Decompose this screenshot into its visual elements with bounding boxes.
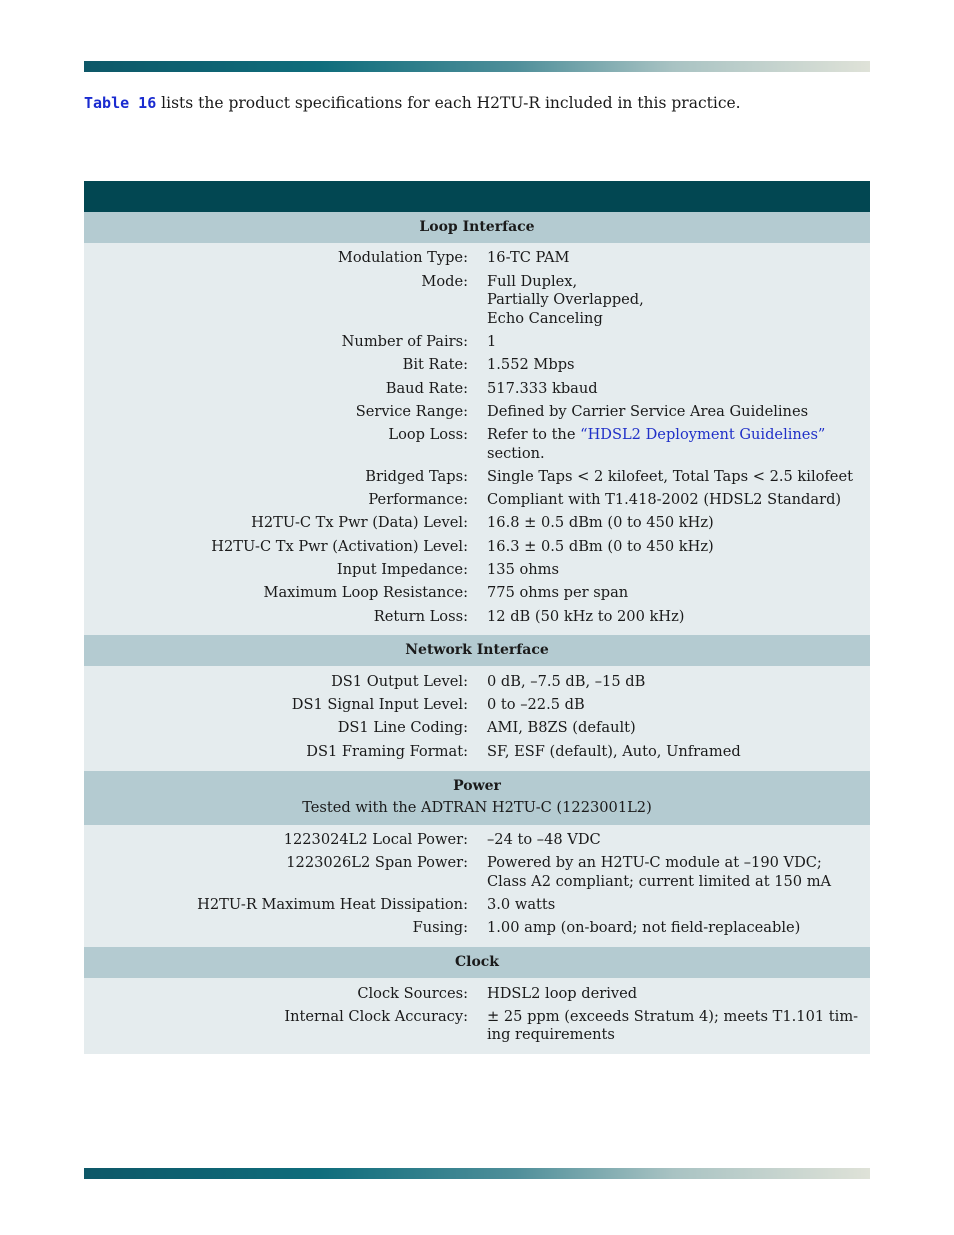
spec-label: DS1 Signal Input Level: [291, 696, 468, 714]
spec-label: H2TU-C Tx Pwr (Data) Level: [251, 514, 468, 532]
intro-paragraph [84, 92, 870, 114]
loop-loss-suffix: section. [487, 444, 545, 462]
spec-value: 1.552 Mbps [487, 356, 575, 374]
spec-label: Modulation Type: [337, 249, 468, 267]
spec-value: 12 dB (50 kHz to 200 kHz) [487, 607, 685, 625]
intro-text: lists the product specifications for each H2TU-R included in this practice. [156, 94, 741, 112]
spec-row [84, 512, 870, 535]
section-body-network-interface [84, 666, 870, 770]
spec-row [84, 535, 870, 558]
section-body-power [84, 825, 870, 948]
spec-row [84, 829, 870, 852]
spec-row [84, 605, 870, 628]
spec-label: Bridged Taps: [365, 467, 468, 485]
spec-value: 16.8 ± 0.5 dBm (0 to 450 kHz) [487, 514, 714, 532]
spec-value: 16.3 ± 0.5 dBm (0 to 450 kHz) [487, 537, 714, 555]
spec-value: HDSL2 loop derived [487, 984, 638, 1002]
section-header-clock [84, 947, 870, 978]
spec-row [84, 670, 870, 693]
spec-value: –24 to –48 VDC [487, 830, 601, 848]
spec-label: Input Impedance: [336, 560, 468, 578]
spec-label: Mode: [421, 272, 468, 290]
section-body-loop-interface [84, 243, 870, 635]
spec-value: 1 [487, 332, 497, 350]
spec-value: ± 25 ppm (exceeds Stratum 4); meets T1.101 tim- ing requirements [487, 1007, 859, 1044]
spec-row [84, 377, 870, 400]
spec-row [84, 917, 870, 940]
spec-label: Number of Pairs: [341, 332, 468, 350]
spec-label: Bit Rate: [402, 356, 468, 374]
section-body-clock [84, 978, 870, 1054]
spec-value: AMI, B8ZS (default) [487, 719, 636, 737]
section-title: Power [453, 777, 501, 794]
spec-label: Baud Rate: [385, 379, 468, 397]
section-header-power [84, 771, 870, 825]
section-title: Loop Interface [419, 219, 535, 235]
spec-value: Single Taps < 2 kilofeet, Total Taps < 2.5 kilofeet [487, 467, 853, 485]
spec-value [487, 426, 865, 463]
spec-row [84, 270, 870, 330]
spec-row [84, 717, 870, 740]
spec-label: Fusing: [412, 919, 468, 937]
spec-label: Maximum Loop Resistance: [263, 584, 468, 602]
spec-value: 1.00 amp (on-board; not field-replaceable) [487, 919, 801, 937]
spec-value: 775 ohms per span [487, 584, 629, 602]
spec-row [84, 424, 870, 466]
spec-row [84, 465, 870, 488]
spec-label: DS1 Output Level: [331, 672, 468, 690]
spec-label: 1223024L2 Local Power: [283, 830, 468, 848]
spec-value: Compliant with T1.418-2002 (HDSL2 Standard) [487, 491, 842, 509]
spec-row [84, 400, 870, 423]
spec-row [84, 489, 870, 512]
spec-value: 0 to –22.5 dB [487, 696, 585, 714]
spec-row [84, 582, 870, 605]
section-title: Clock [454, 954, 500, 971]
spec-row [84, 331, 870, 354]
spec-row [84, 694, 870, 717]
spec-value: 3.0 watts [487, 896, 556, 914]
spec-label: Return Loss: [373, 607, 468, 625]
table-reference-link[interactable]: Table 16 [84, 94, 157, 112]
section-title: Network Interface [405, 642, 549, 659]
spec-value: Defined by Carrier Service Area Guidelines [487, 402, 809, 420]
spec-row [84, 1005, 870, 1047]
spec-label: DS1 Framing Format: [306, 742, 468, 760]
spec-value: 517.333 kbaud [487, 379, 598, 397]
spec-value: Full Duplex, Partially Overlapped, Echo Canceling [487, 272, 644, 327]
spec-row [84, 740, 870, 763]
spec-label: H2TU-R Maximum Heat Dissipation: [197, 896, 468, 914]
spec-row [84, 894, 870, 917]
section-header-loop-interface [84, 212, 870, 243]
spec-label: Clock Sources: [357, 984, 468, 1002]
spec-value: Powered by an H2TU-C module at –190 VDC; Class A2 compliant; current limited at 150 mA [487, 854, 832, 890]
section-subtitle: Tested with the ADTRAN H2TU-C (1223001L2) [302, 798, 652, 816]
spec-row [84, 982, 870, 1005]
spec-row [84, 559, 870, 582]
spec-row [84, 354, 870, 377]
section-header-network-interface [84, 635, 870, 666]
specifications-table [84, 181, 870, 1054]
table-header-bar [84, 181, 870, 212]
spec-row [84, 852, 870, 894]
spec-value: 0 dB, –7.5 dB, –15 dB [487, 672, 646, 690]
spec-label: Performance: [368, 491, 468, 509]
spec-label: Internal Clock Accuracy: [284, 1007, 468, 1025]
spec-value: SF, ESF (default), Auto, Unframed [487, 742, 741, 760]
spec-label: Service Range: [355, 402, 468, 420]
loop-loss-prefix: Refer to the [487, 426, 581, 444]
spec-label: DS1 Line Coding: [337, 719, 468, 737]
spec-value: 135 ohms [487, 560, 560, 578]
spec-row [84, 247, 870, 270]
deployment-guidelines-link[interactable]: “HDSL2 Deployment Guidelines” [580, 426, 826, 444]
spec-label: Loop Loss: [388, 426, 468, 444]
spec-value: 16-TC PAM [487, 249, 570, 267]
spec-label: 1223026L2 Span Power: [286, 854, 468, 872]
top-decorative-bar [84, 61, 870, 72]
spec-label: H2TU-C Tx Pwr (Activation) Level: [211, 537, 468, 555]
bottom-decorative-bar [84, 1168, 870, 1179]
